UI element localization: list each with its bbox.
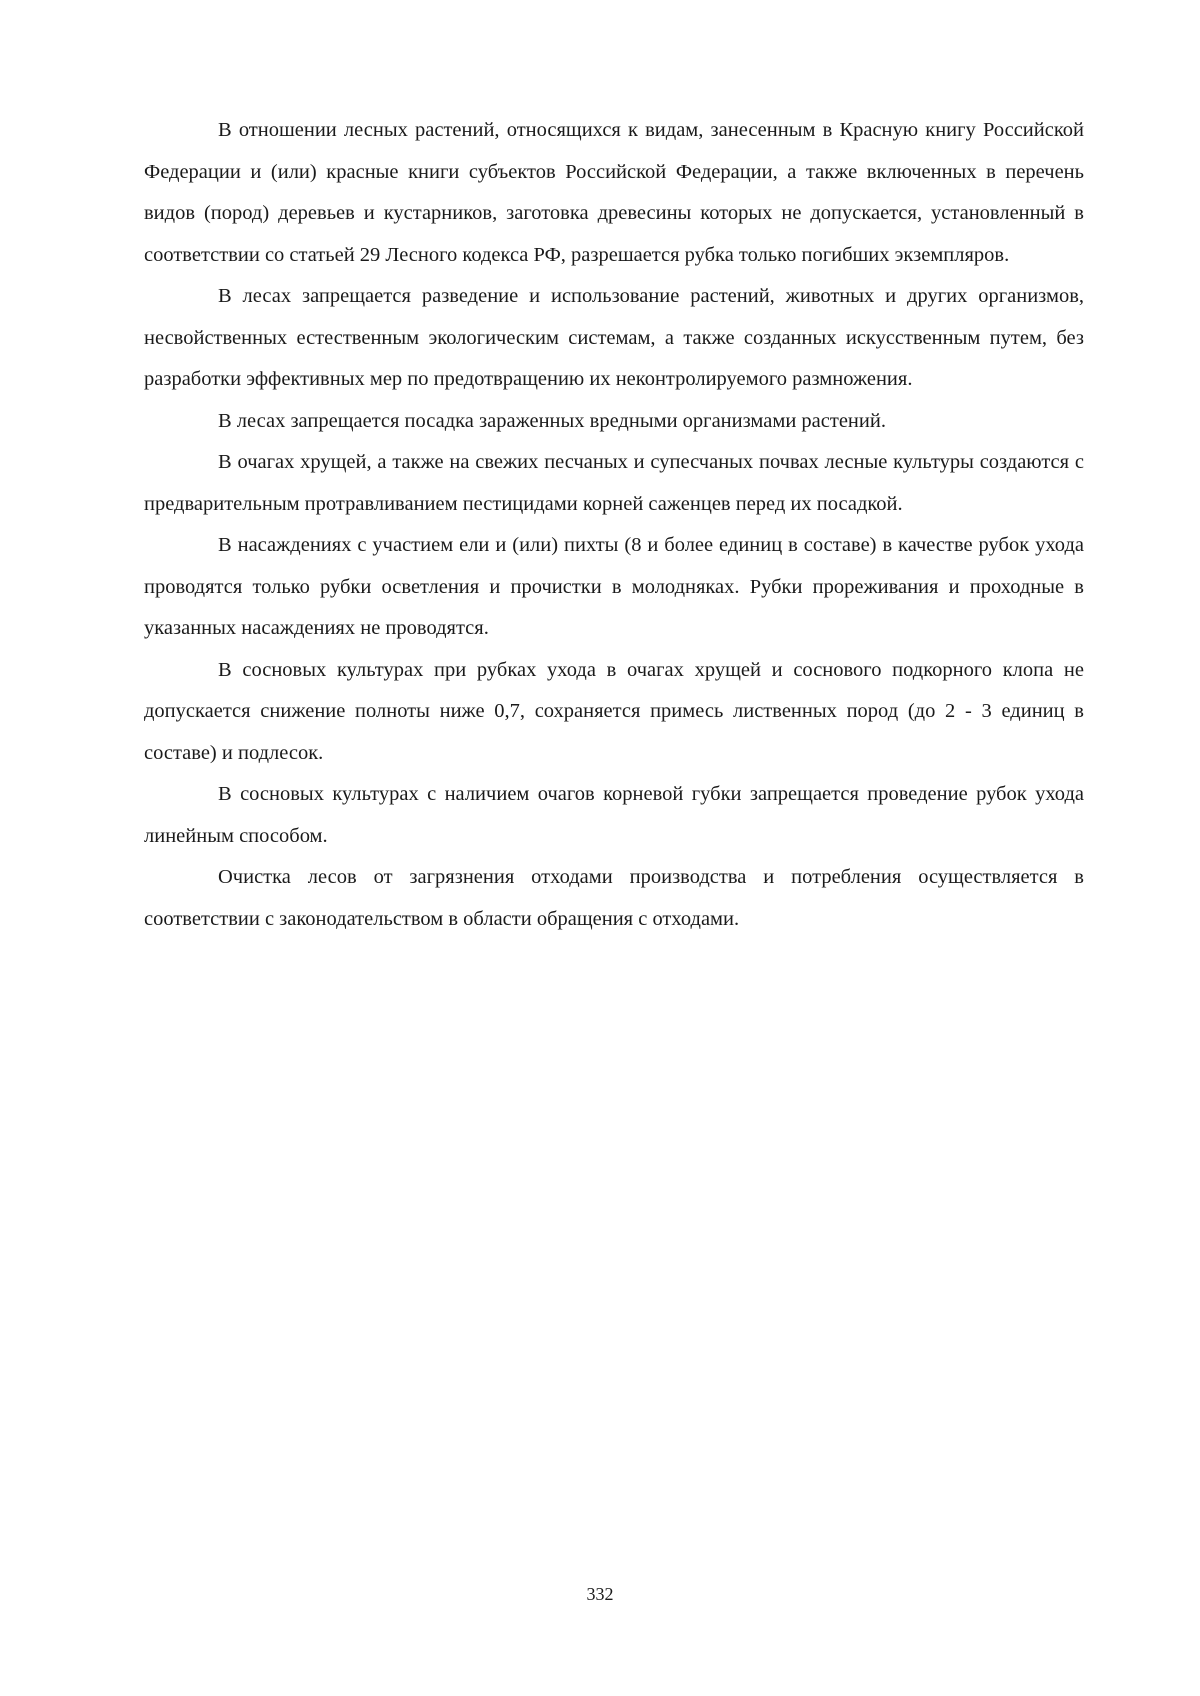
paragraph-root-fungus-foci: В сосновых культурах с наличием очагов корневой губки запрещается проведение рубок ухода линейным способом. — [144, 783, 1084, 847]
paragraph-red-book-plants: В отношении лесных растений, относящихся к видам, занесенным в Красную книгу Российской Федерации и (или) красные книги субъектов Российской Федерации, а также включенных в перечень видов (пород) деревьев и кустарников, заготовка древесины которых не допускается, установленный в соответствии со статьей 29 Лесного кодекса РФ, разрешается рубка только погибших экземпляров. — [144, 119, 1084, 266]
paragraph-non-native-organisms: В лесах запрещается разведение и использование растений, животных и других организмов, несвойственных естественным экологическим системам, а также созданных искусственным путем, без разработки эффективных мер по предотвращению их неконтролируемого размножения. — [144, 285, 1084, 390]
paragraph-pine-cultures-thinning: В сосновых культурах при рубках ухода в очагах хрущей и соснового подкорного клопа не допускается снижение полноты ниже 0,7, сохраняется примесь лиственных пород (до 2 - 3 единиц в составе) и подлесок. — [144, 658, 1084, 764]
paragraph-infected-plants: В лесах запрещается посадка зараженных вредными организмами растений. — [218, 409, 886, 432]
page-number: 332 — [586, 1584, 614, 1604]
paragraph-spruce-fir-stands: В насаждениях с участием ели и (или) пихты (8 и более единиц в составе) в качестве рубок ухода проводятся только рубки осветления и прочистки в молодняках. Рубки прореживания и проходные в указанных насаждениях не проводятся. — [144, 534, 1084, 639]
paragraph-waste-cleanup: Очистка лесов от загрязнения отходами производства и потребления осуществляется в соответствии с законодательством в области обращения с отходами. — [144, 866, 1084, 930]
paragraph-beetle-foci-cultures: В очагах хрущей, а также на свежих песчаных и супесчаных почвах лесные культуры создаются с предварительным протравливанием пестицидами корней саженцев перед их посадкой. — [144, 451, 1084, 515]
document-body — [144, 110, 1084, 940]
